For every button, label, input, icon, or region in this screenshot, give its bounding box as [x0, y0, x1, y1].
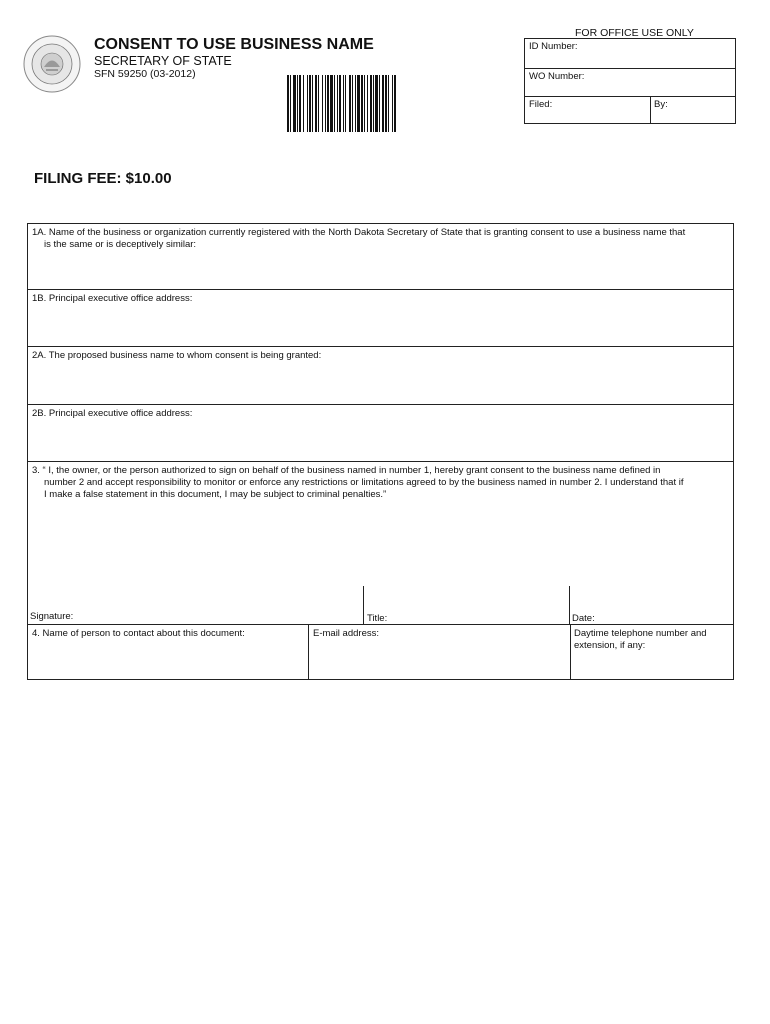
form-number: SFN 59250 (03-2012): [94, 68, 196, 80]
phone-label-line1: Daytime telephone number and: [574, 628, 707, 639]
section-4: [28, 625, 733, 679]
contact-name-field[interactable]: 4. Name of person to contact about this document:: [32, 628, 245, 639]
section-3-statement-line3: I make a false statement in this document, I may be subject to criminal penalties.”: [44, 489, 387, 500]
section-2b-label: 2B. Principal executive office address:: [32, 408, 193, 419]
office-use-box: [524, 38, 736, 124]
section-3: [28, 462, 733, 625]
section-1b[interactable]: [28, 290, 733, 347]
section-3-statement-line2: number 2 and accept responsibility to monitor or enforce any restrictions or limitations agreed to by the business named in number 2. I understand that if: [44, 477, 684, 488]
office-use-label: FOR OFFICE USE ONLY: [575, 27, 694, 39]
section-2a-label: 2A. The proposed business name to whom consent is being granted:: [32, 350, 322, 361]
title-date-divider: [569, 586, 570, 625]
consent-form: [27, 223, 734, 680]
section-1a[interactable]: [28, 224, 733, 290]
section-1a-label-line2: is the same or is deceptively similar:: [44, 239, 197, 250]
section-2a[interactable]: [28, 347, 733, 405]
section-1b-label: 1B. Principal executive office address:: [32, 293, 193, 304]
title-field[interactable]: Title:: [367, 613, 388, 624]
signature-title-divider: [363, 586, 364, 625]
wo-number-row: [525, 69, 735, 97]
email-phone-divider: [570, 625, 571, 679]
contact-email-divider: [308, 625, 309, 679]
section-3-statement-line1: 3. “ I, the owner, or the person authorized to sign on behalf of the business named in number 1, hereby grant consent to the business name defined in: [32, 465, 661, 476]
wo-number-label: WO Number:: [529, 71, 585, 82]
barcode: [287, 75, 425, 132]
date-field[interactable]: Date:: [572, 613, 595, 624]
filed-label: Filed:: [529, 99, 553, 110]
by-label: By:: [654, 99, 668, 110]
phone-field[interactable]: [574, 628, 707, 652]
department-name: SECRETARY OF STATE: [94, 54, 232, 68]
signature-field[interactable]: Signature:: [30, 611, 74, 622]
state-seal-logo: [22, 34, 82, 94]
filing-fee: FILING FEE: $10.00: [34, 170, 172, 187]
form-title: CONSENT TO USE BUSINESS NAME: [94, 36, 374, 53]
id-number-row: [525, 39, 735, 69]
id-number-label: ID Number:: [529, 41, 578, 52]
section-1a-label-line1: 1A. Name of the business or organization currently registered with the North Dakota Secretary of State that is granting consent to use a business name that: [32, 227, 686, 238]
office-divider: [650, 97, 651, 123]
phone-label-line2: extension, if any:: [574, 640, 646, 651]
email-field[interactable]: E-mail address:: [313, 628, 379, 639]
section-2b[interactable]: [28, 405, 733, 462]
